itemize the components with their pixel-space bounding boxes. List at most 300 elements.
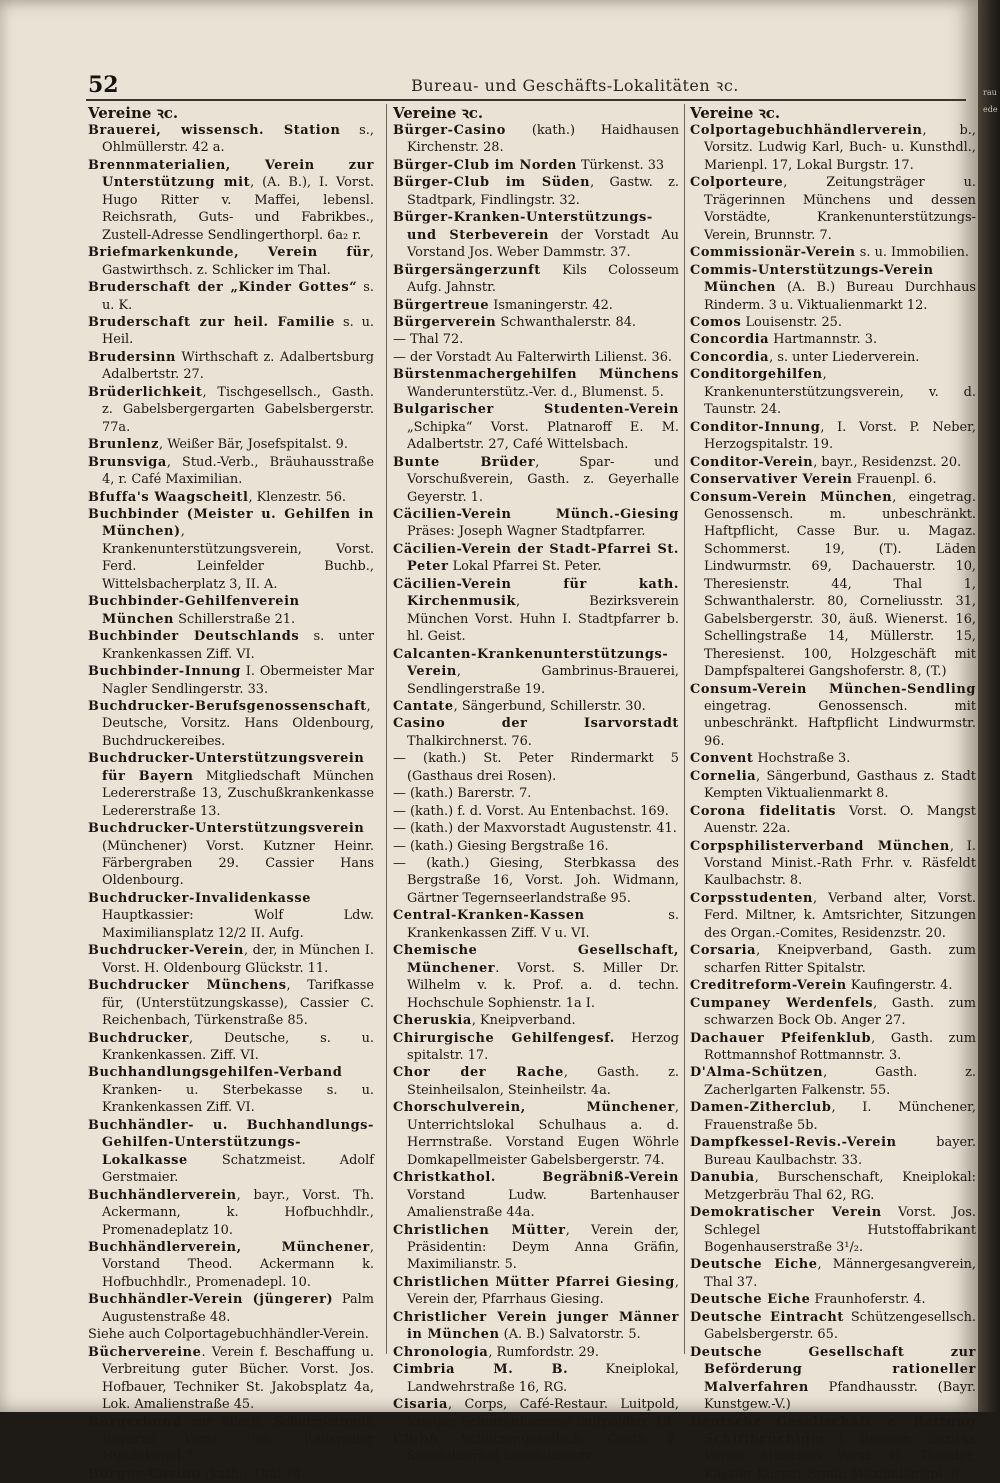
entry-name: Deutsche Eiche xyxy=(690,1257,818,1273)
entry-name: Calcanten-Krankenunterstützungs-Verein xyxy=(393,646,669,680)
directory-entry xyxy=(393,1169,679,1221)
entry-details: , Verein der, Präsidentin: Deym Anna Gräfin, Maximilianstr. 5. xyxy=(407,1222,679,1273)
entry-details: Siehe auch Colportagebuchhändler-Verein. xyxy=(88,1327,369,1343)
directory-entry xyxy=(690,262,976,314)
facing-page-bleed-text: rau ede xyxy=(983,88,998,114)
directory-entry xyxy=(690,174,976,244)
entry-details: , Tarifkasse für, (Unterstützungskasse), Cassier C. Reichenbach, Türkenstraße 85. xyxy=(102,978,374,1029)
directory-entry xyxy=(393,349,679,366)
directory-entry xyxy=(88,820,374,890)
entry-details: , Vorstand Theod. Ackermann k. Hofbuchhdlr., Promenadepl. 10. xyxy=(102,1240,374,1290)
directory-entry xyxy=(88,279,374,314)
directory-entry xyxy=(690,1030,976,1065)
entry-name: Brauerei, wissensch. Station xyxy=(88,123,341,138)
directory-entry xyxy=(690,838,976,890)
entry-details: Schillerstraße 21. xyxy=(174,611,296,627)
entry-details: , Spar- und Vorschußverein, Gasth. z. Geyerhalle Geyerstr. 1. xyxy=(407,454,679,505)
entry-details: , Gasth. zum Rottmannshof Rottmannstr. 3. xyxy=(704,1030,976,1064)
column-2 xyxy=(393,104,680,1465)
directory-entry xyxy=(88,122,374,157)
column-1 xyxy=(88,104,375,1482)
directory-entry xyxy=(393,157,679,174)
directory-entry xyxy=(88,1187,374,1239)
entry-name: Buchbinder (Meister u. Gehilfen in München) xyxy=(88,506,374,540)
entry-name: Colporteure xyxy=(690,175,784,191)
directory-entry xyxy=(393,1396,679,1431)
directory-entry xyxy=(88,436,374,453)
entry-name: Cäcilien-Verein der Stadt-Pfarrei St. Peter xyxy=(393,541,679,575)
entry-name: Cheruskia xyxy=(393,1013,472,1029)
entry-name: Bürger-Club im Süden xyxy=(393,175,591,191)
entry-details: , Krankenunterstützungsverein, Vorst. Ferd. Leinfelder Buchb., Wittelsbacherplatz 3, II. A. xyxy=(102,524,374,592)
entry-name: Bulgarischer Studenten-Verein xyxy=(393,402,679,418)
entry-name: Commissionär-Verein xyxy=(690,245,856,261)
entry-details: , (A. B.), I. Vorst. Hugo Ritter v. Maffei, lebensl. Reichsrath, Guts- und Fabrikbes., Zustell-Adresse Sendlingerthorpl. 6a₂ r. xyxy=(102,175,374,243)
entry-name: Deutsche Gesellschaft z. Rettung Schiffbrüchiger xyxy=(690,1414,976,1447)
entry-name: Buchdrucker Münchens xyxy=(88,978,287,994)
directory-entry xyxy=(88,1326,374,1343)
directory-entry xyxy=(690,750,976,767)
directory-entry xyxy=(393,785,679,802)
entry-name: Consum-Verein München-Sendling xyxy=(690,681,976,697)
directory-entry xyxy=(393,1012,679,1029)
entry-details: Wanderunterstütz.-Ver. d., Blumenst. 5. xyxy=(407,384,664,400)
directory-entry xyxy=(690,1291,976,1308)
directory-entry xyxy=(88,750,374,820)
directory-entry xyxy=(88,506,374,593)
entry-name: Danubia xyxy=(690,1170,755,1186)
entry-name: Büchervereine xyxy=(88,1344,202,1360)
page-number: 52 xyxy=(88,72,119,98)
directory-entry xyxy=(88,1291,374,1326)
entry-name: Concordia xyxy=(690,332,770,348)
entry-details: , Krankenunterstützungsverein, v. d. Taunstr. 24. xyxy=(704,367,976,418)
entry-details: , Sängerbund, Gasthaus z. Stadt Kempten Viktualienmarkt 8. xyxy=(704,768,976,802)
directory-entry xyxy=(393,331,679,348)
entry-details: (Münchener) Vorst. Kutzner Heinr. Färbergraben 29. Cassier Hans Oldenbourg. xyxy=(102,838,374,889)
directory-entry xyxy=(88,1414,374,1466)
column-3 xyxy=(690,104,977,1482)
directory-entry xyxy=(393,1431,679,1466)
entry-details: , Gastwirthsch. z. Schlicker im Thal. xyxy=(102,245,374,278)
entry-details: , Kneipverband, Gasth. zum scharfen Ritter Spitalstr. xyxy=(704,943,976,976)
directory-entry xyxy=(393,1309,679,1344)
directory-entry xyxy=(690,942,976,977)
directory-entry xyxy=(393,646,679,698)
entry-name: Creditreform-Verein xyxy=(690,978,847,994)
entry-details: Pfandhausstr. (Bayr. Kunstgew.-V.) xyxy=(704,1379,976,1413)
directory-entry xyxy=(393,454,679,506)
entry-name: Chorschulverein, Münchener xyxy=(393,1100,675,1116)
entry-name: Comos xyxy=(690,314,742,330)
directory-entry xyxy=(393,1099,679,1169)
entry-details: Vorst. Jos. Schlegel Hutstoffabrikant Bogenhauserstraße 3¹/₂. xyxy=(704,1205,977,1255)
entry-details: „Schipka“ Vorst. Platnaroff E. M. Adalbertstr. 27, Café Wittelsbach. xyxy=(407,419,679,453)
directory-entry xyxy=(690,768,976,803)
entry-details: Hauptkassier: Wolf Ldw. Maximiliansplatz 12/2 II. Aufg. xyxy=(102,908,374,941)
column-divider xyxy=(386,104,387,1354)
entry-details: Thalkirchnerst. 76. xyxy=(407,733,532,749)
entry-details: , I. Münchener, Frauenstraße 5b. xyxy=(704,1100,976,1133)
entry-name: Deutsche Gesellschaft zur Beförderung rationeller Malverfahren xyxy=(690,1344,976,1395)
directory-entry xyxy=(690,349,976,366)
entry-details: — (kath.) der Maxvorstadt Augustenstr. 41. xyxy=(393,821,677,837)
directory-entry xyxy=(393,122,679,157)
entry-details: , I. Vorst. P. Neber, Herzogspitalstr. 19. xyxy=(704,419,976,453)
entry-details: Kranken- u. Sterbekasse s. u. Krankenkassen Ziff. VI. xyxy=(102,1082,374,1116)
entry-name: Brüderlichkeit xyxy=(88,384,203,400)
entry-name: Conditor-Verein xyxy=(690,454,814,470)
entry-details: — (kath.) Giesing, Sterbkassa des Bergstraße 16, Vorst. Joh. Widmann, Gärtner Tegernseerlandstraße 95. xyxy=(393,856,679,906)
entry-name: Corona fidelitatis xyxy=(690,803,836,819)
directory-entry xyxy=(690,331,976,348)
entry-name: Cimbria M. B. xyxy=(393,1362,569,1378)
entry-name: Bürstenmachergehilfen Münchens xyxy=(393,367,679,383)
entry-name: Demokratischer Verein xyxy=(690,1205,882,1221)
entry-details: , Gambrinus-Brauerei, Sendlingerstraße 19. xyxy=(407,664,679,697)
running-header: Bureau- und Geschäfts-Lokalitäten ꝛc. xyxy=(411,76,739,95)
entry-details: Louisenstr. 25. xyxy=(741,314,842,330)
entry-details: , I. Vorstand Minist.-Rath Frhr. v. Räsfeldt Kaulbachstr. 8. xyxy=(704,838,976,889)
entry-name: Bürgerbund xyxy=(88,1414,182,1430)
directory-entry xyxy=(393,1222,679,1274)
entry-name: Deutsche Eiche xyxy=(690,1292,811,1308)
directory-entry xyxy=(88,1466,374,1483)
entry-details: , Gastw. z. Stadtpark, Findlingstr. 32. xyxy=(407,175,679,208)
entry-name: Christlicher Verein junger Männer in München xyxy=(393,1309,679,1343)
entry-details: zur allerh. Schutzpatronin Bayerns Vorst. Jos. Radspieler Hundskugel 7. xyxy=(102,1414,374,1465)
entry-name: Cisaria xyxy=(393,1397,449,1413)
entry-details: — (kath.) f. d. Vorst. Au Entenbachst. 169. xyxy=(393,803,669,819)
entry-details: , Rumfordstr. 29. xyxy=(488,1344,599,1360)
entry-name: Buchdrucker-Invalidenkasse xyxy=(88,890,312,906)
directory-entry xyxy=(690,244,976,261)
directory-entry xyxy=(393,366,679,401)
entry-name: Buchdrucker-Verein xyxy=(88,943,244,959)
entry-details: Hochstraße 3. xyxy=(753,751,851,767)
directory-entry xyxy=(393,576,679,646)
directory-entry xyxy=(88,157,374,244)
entry-name: Chor der Rache xyxy=(393,1065,564,1081)
directory-entry xyxy=(393,314,679,331)
entry-name: Conservativer Verein xyxy=(690,472,853,488)
entry-name: Chemische Gesellschaft, Münchener xyxy=(393,943,679,976)
entry-name: Cäcilien-Verein Münch.-Giesing xyxy=(393,506,679,522)
entry-details: , Männergesangverein, Thal 37. xyxy=(704,1257,977,1290)
entry-name: Buchdrucker-Unterstützungsverein für Bayern xyxy=(88,751,365,784)
directory-entry xyxy=(393,1361,679,1396)
entry-details: s., Ohlmüllerstr. 42 a. xyxy=(102,123,374,156)
entry-details: , bayr., Vorst. Th. Ackermann, k. Hofbuchhdlr., Promenadeplatz 10. xyxy=(102,1187,374,1238)
entry-name: Corpsphilisterverband München xyxy=(690,838,950,854)
entry-name: Buchbinder-Gehilfenverein München xyxy=(88,594,300,627)
directory-entry xyxy=(88,1117,374,1187)
directory-entry xyxy=(88,628,374,663)
directory-entry xyxy=(690,314,976,331)
entry-details: , Gasth. z. Zacherlgarten Falkenstr. 55. xyxy=(704,1065,976,1098)
entry-details: Hartmannstr. 3. xyxy=(769,332,878,348)
entry-name: Buchhändlerverein xyxy=(88,1187,237,1203)
directory-entry xyxy=(690,454,976,471)
entry-details: s. u. K. xyxy=(102,280,374,313)
entry-name: Bürgertreue xyxy=(393,297,490,313)
header-rule xyxy=(86,99,966,101)
directory-entry xyxy=(690,1169,976,1204)
entry-details: , der, in München I. Vorst. H. Oldenbourg Glückstr. 11. xyxy=(102,943,374,976)
entry-name: Christlichen Mütter Pfarrei Giesing xyxy=(393,1274,675,1290)
entry-details: , Kneipverband. xyxy=(471,1013,576,1029)
entry-details: , Unterrichtslokal Schulhaus a. d. Herrnstraße. Vorstand Eugen Wöhrle Domkapellmeister Gabelsbergerstr. 74. xyxy=(407,1100,679,1168)
entry-details: s. u. Immobilien. xyxy=(855,245,970,261)
column-heading: Vereine ꝛc. xyxy=(690,104,781,122)
directory-entry xyxy=(393,401,679,453)
directory-entry xyxy=(690,995,976,1030)
entry-details: der Vorstadt Au Vorstand Jos. Weber Dammstr. 37. xyxy=(407,227,679,261)
directory-entry xyxy=(393,820,679,837)
entry-name: Bürger-Club im Norden xyxy=(393,157,577,173)
directory-entry xyxy=(393,209,679,261)
entry-name: Conditor-Innung xyxy=(690,419,821,435)
entry-details: Schützengesellsch. Gabelsbergerstr. 65. xyxy=(704,1309,976,1343)
entry-details: — der Vorstadt Au Falterwirth Lilienst. 36. xyxy=(393,349,672,365)
entry-name: Cumpaney Werdenfels xyxy=(690,995,874,1011)
entry-name: Damen-Zitherclub xyxy=(690,1100,832,1116)
entry-details: Kaufingerstr. 4. xyxy=(846,978,953,994)
directory-entry xyxy=(393,698,679,715)
entry-details: (A. B.) Salvatorstr. 5. xyxy=(499,1327,641,1343)
entry-name: Dampfkessel-Revis.-Verein xyxy=(690,1135,897,1151)
entry-name: D'Alma-Schützen xyxy=(690,1065,824,1081)
directory-entry xyxy=(690,803,976,838)
directory-entry xyxy=(88,1030,374,1065)
entry-name: Chirurgische Gehilfengesf. xyxy=(393,1030,615,1046)
directory-entry xyxy=(88,1239,374,1291)
entry-details: , eingetrag. Genossensch. m. unbeschränkt. Haftpflicht, Casse Bur. u. Magaz. Schommerst. 19, (T). Läden Lindwurmstr. 69, Dachauerstr. 10, Theresienstr. 44, Thal 1, Schwanthalerstr. 80, Corneliusstr. 31, Gabelsbergerstr. 30, äuß. Wienerst. 16, Schellingstraße 14, Müllerstr. 15, Theresienst. 100, Holzgeschäft mit Dampfspalterei Gangshoferstr. 8, (T.) xyxy=(704,489,976,680)
entry-name: Bürger-Kranken-Unterstützungs- und Sterbeverein xyxy=(393,210,653,243)
entry-name: Bürgersängerzunft xyxy=(393,262,541,278)
directory-entry xyxy=(690,890,976,942)
directory-entry xyxy=(88,349,374,384)
entry-details: — (kath.) Barerstr. 7. xyxy=(393,786,532,802)
entry-details: Palm Augustenstraße 48. xyxy=(102,1292,374,1325)
entry-details: , Deutsche, Vorsitz. Hans Oldenbourg, Buchdruckereibes. xyxy=(102,698,374,749)
entry-name: Bunte Brüder xyxy=(393,454,536,470)
entry-details: , Zeitungsträger u. Trägerinnen Münchens und dessen Vorstädte, Krankenunterstützungs-Verein, Brunnstr. 7. xyxy=(704,175,976,243)
entry-name: Brunlenz xyxy=(88,437,160,453)
entry-name: Concordia xyxy=(690,349,770,365)
entry-name: Bürger-Casino xyxy=(393,123,506,138)
entry-name: Commis-Unterstützungs-Verein München xyxy=(690,262,934,296)
entry-name: Chronologia xyxy=(393,1344,489,1360)
entry-name: Central-Kranken-Kassen xyxy=(393,908,585,924)
directory-entry xyxy=(393,541,679,576)
entry-details: Präses: Joseph Wagner Stadtpfarrer. xyxy=(407,524,646,540)
entry-details: , b., Vorsitz. Ludwig Karl, Buch- u. Kunsthdl., Marienpl. 17, Lokal Burgstr. 17. xyxy=(704,123,976,173)
directory-entry xyxy=(393,855,679,907)
directory-entry xyxy=(88,698,374,750)
entry-details: , Gasth. zum schwarzen Bock Ob. Anger 27. xyxy=(704,995,976,1029)
entry-details: (A. B.) Bureau Durchhaus Rinderm. 3 u. Viktualienmarkt 12. xyxy=(704,280,976,313)
entry-name: Buchdrucker-Berufsgenossenschaft xyxy=(88,698,367,714)
entry-details: s. u. Heil. xyxy=(102,314,375,348)
directory-entry xyxy=(393,1344,679,1361)
entry-details: s. unter Krankenkassen Ziff. VI. xyxy=(102,629,374,662)
entry-name: Bruderschaft der „Kinder Gottes“ xyxy=(88,280,358,296)
entry-name: Brudersinn xyxy=(88,349,176,365)
directory-entry xyxy=(88,314,374,349)
directory-entry xyxy=(690,471,976,488)
entry-name: Corsaria xyxy=(690,943,757,959)
directory-entry xyxy=(393,715,679,750)
directory-entry xyxy=(88,890,374,942)
entry-name: Clubb xyxy=(393,1431,439,1447)
entry-details: — (kath.) St. Peter Rindermarkt 5 (Gasthaus drei Rosen). xyxy=(393,751,679,784)
entry-details: Mitgliedschaft München Ledererstraße 13, Zuschußkrankenkasse Ledererstraße 13. xyxy=(102,768,374,819)
directory-entry xyxy=(88,977,374,1029)
entry-name: Christlichen Mütter xyxy=(393,1222,566,1238)
directory-entry xyxy=(690,489,976,681)
entry-name: Bürger-Casino xyxy=(88,1466,201,1482)
entry-details: Vorst. O. Mangst Auenstr. 22a. xyxy=(704,803,976,837)
entry-name: Conditorgehilfen xyxy=(690,367,823,383)
entry-name: Bfuffa's Waagscheitl xyxy=(88,489,249,505)
directory-entry xyxy=(690,1064,976,1099)
entry-name: Brunsviga xyxy=(88,454,167,470)
directory-entry xyxy=(393,750,679,785)
directory-entry xyxy=(393,174,679,209)
directory-entry xyxy=(393,838,679,855)
directory-entry xyxy=(393,506,679,541)
entry-details: Türkenst. 33 xyxy=(576,157,665,173)
entry-details: , Sängerbund, Schillerstr. 30. xyxy=(453,698,646,714)
entry-details: , bayr., Residenzst. 20. xyxy=(813,454,962,470)
entry-details: (kath.) Haidhausen Kirchenstr. 28. xyxy=(407,123,679,156)
directory-entry xyxy=(690,1204,976,1256)
directory-entry xyxy=(690,1344,976,1414)
entry-details: . Verein f. Beschaffung u. Verbreitung guter Bücher. Vorst. Jos. Hofbauer, Techniker St. Jakobsplatz 4a, Lok. Amalienstraße 45. xyxy=(102,1344,374,1413)
directory-entry xyxy=(393,942,679,1012)
entry-details: , Verein der, Pfarrhaus Giesing. xyxy=(407,1274,679,1308)
entry-details: Frauenpl. 6. xyxy=(852,472,937,488)
entry-name: Brennmaterialien, Verein zur Unterstützung mit xyxy=(88,157,374,191)
entry-details: Schwanthalerstr. 84. xyxy=(496,314,637,330)
entry-name: Cäcilien-Verein für kath. Kirchenmusik xyxy=(393,576,679,610)
column-divider xyxy=(684,104,685,1354)
entry-details: . Vorst. S. Miller Dr. Wilhelm v. k. Prof. a. d. techn. Hochschule Sophienstr. 1a I. xyxy=(407,960,679,1011)
directory-entry xyxy=(88,454,374,489)
entry-name: Buchbinder-Innung xyxy=(88,664,241,680)
entry-name: Deutsche Eintracht xyxy=(690,1309,844,1325)
entry-details: , s. unter Liederverein. xyxy=(769,349,920,365)
directory-entry xyxy=(88,244,374,279)
entry-details: , Deutsche, s. u. Krankenkassen. Ziff. VI. xyxy=(102,1030,374,1064)
entry-details: , Schützengesellsch., Gasth. z. Senefelderhof Senefelderstr. xyxy=(407,1431,679,1465)
directory-entry xyxy=(88,489,374,506)
entry-name: Bruderschaft zur heil. Familie xyxy=(88,314,336,330)
entry-name: Casino der Isarvorstadt xyxy=(393,716,679,732)
entry-name: Buchbinder Deutschlands xyxy=(88,629,300,645)
directory-entry xyxy=(88,1064,374,1116)
entry-details: — (kath.) Giesing Bergstraße 16. xyxy=(393,838,609,854)
column-heading: Vereine ꝛc. xyxy=(88,104,179,122)
entry-name: Christkathol. Begräbniß-Verein xyxy=(393,1170,679,1186)
entry-name: Convent xyxy=(690,751,754,767)
directory-entry xyxy=(88,593,374,628)
entry-details: bayer. Bureau Kaulbachstr. 33. xyxy=(704,1135,976,1168)
entry-details: eingetrag. Genossensch. mit unbeschränkt. Haftpflicht Lindwurmstr. 96. xyxy=(704,698,976,749)
directory-entry xyxy=(393,1064,679,1099)
entry-details: Lokal Pfarrei St. Peter. xyxy=(448,559,602,575)
entry-details: , Stud.-Verb., Bräuhausstraße 4, r. Café Maximilian. xyxy=(102,454,374,488)
entry-name: Colportagebuchhändlerverein xyxy=(690,123,923,138)
entry-details: , Gasth. z. Steinheilsalon, Steinheilstr. 4a. xyxy=(407,1065,679,1098)
entry-details: , Corps, Café-Restaur. Luitpold, Kneipe: Schottenhammel Luitpoldstr. 13. xyxy=(407,1397,679,1430)
entry-details: Schatzmeist. Adolf Gerstmaier. xyxy=(102,1152,374,1186)
entry-name: Briefmarkenkunde, Verein für xyxy=(88,245,370,261)
entry-name: Corpsstudenten xyxy=(690,890,814,906)
entry-details: Herzog spitalstr. 17. xyxy=(407,1030,680,1064)
entry-name: Cornelia xyxy=(690,768,757,784)
entry-details: s. Krankenkassen Ziff. V u. VI. xyxy=(407,908,679,941)
entry-details: i. Bremen. Bezirks Verein München Vorst. H. Thaeder, Kassier Kaspar Braun Maximilianspl. 9. xyxy=(704,1431,976,1482)
directory-entry xyxy=(393,803,679,820)
directory-entry xyxy=(690,122,976,174)
directory-entry xyxy=(393,262,679,297)
entry-name: Dachauer Pfeifenklub xyxy=(690,1030,872,1046)
entry-details: (kath.) Thal 74. xyxy=(200,1466,306,1482)
entry-name: Buchdrucker-Unterstützungsverein xyxy=(88,821,365,837)
directory-entry xyxy=(690,681,976,751)
entry-details: , Burschenschaft, Kneiplokal: Metzgerbräu Thal 62, RG. xyxy=(704,1170,976,1203)
entry-name: Buchhändlerverein, Münchener xyxy=(88,1240,370,1255)
entry-details: Fraunhoferstr. 4. xyxy=(810,1292,926,1308)
entry-name: Cantate xyxy=(393,698,454,714)
entry-details: , Bezirksverein München Vorst. Huhn I. Stadtpfarrer b. hl. Geist. xyxy=(407,594,679,645)
directory-entry xyxy=(88,663,374,698)
entry-name: Consum-Verein München xyxy=(690,489,893,505)
entry-details: , Tischgesellsch., Gasth. z. Gabelsbergergarten Gabelsbergerstr. 77a. xyxy=(102,384,374,435)
directory-entry xyxy=(690,366,976,418)
directory-entry xyxy=(690,1134,976,1169)
entry-details: — Thal 72. xyxy=(393,332,464,348)
directory-entry xyxy=(690,1414,976,1483)
entry-details: Wirthschaft z. Adalbertsburg Adalbertstr. 27. xyxy=(102,349,374,383)
directory-entry xyxy=(393,907,679,942)
entry-name: Bürgerverein xyxy=(393,314,497,330)
entry-name: Buchhändler- u. Buchhandlungs-Gehilfen-Unterstützungs-Lokalkasse xyxy=(88,1117,374,1168)
directory-entry xyxy=(690,1256,976,1291)
column-heading: Vereine ꝛc. xyxy=(393,104,484,122)
entry-details: Kils Colosseum Aufg. Jahnstr. xyxy=(407,262,679,296)
directory-entry xyxy=(690,419,976,454)
directory-entry xyxy=(88,942,374,977)
entry-name: Buchdrucker xyxy=(88,1030,190,1046)
entry-details: , Weißer Bär, Josefspitalst. 9. xyxy=(159,437,348,453)
entry-details: I. Obermeister Mar Nagler Sendlingerstr. 33. xyxy=(102,664,374,697)
entry-details: , Verband alter, Vorst. Ferd. Miltner, k. Amtsrichter, Sitzungen des Organ.-Comites, Residenzstr. 20. xyxy=(704,890,976,941)
entry-details: Vorstand Ludw. Bartenhauser Amalienstraße 44a. xyxy=(407,1187,679,1221)
directory-entry xyxy=(88,384,374,436)
entry-details: Ismaningerstr. 42. xyxy=(489,297,613,313)
entry-name: Buchhandlungsgehilfen-Verband xyxy=(88,1065,343,1081)
directory-entry xyxy=(690,977,976,994)
directory-entry xyxy=(690,1309,976,1344)
directory-entry xyxy=(88,1344,374,1414)
directory-entry xyxy=(393,297,679,314)
entry-name: Buchhändler-Verein (jüngerer) xyxy=(88,1292,334,1308)
directory-entry xyxy=(393,1030,679,1065)
entry-details: , Klenzestr. 56. xyxy=(248,489,346,505)
